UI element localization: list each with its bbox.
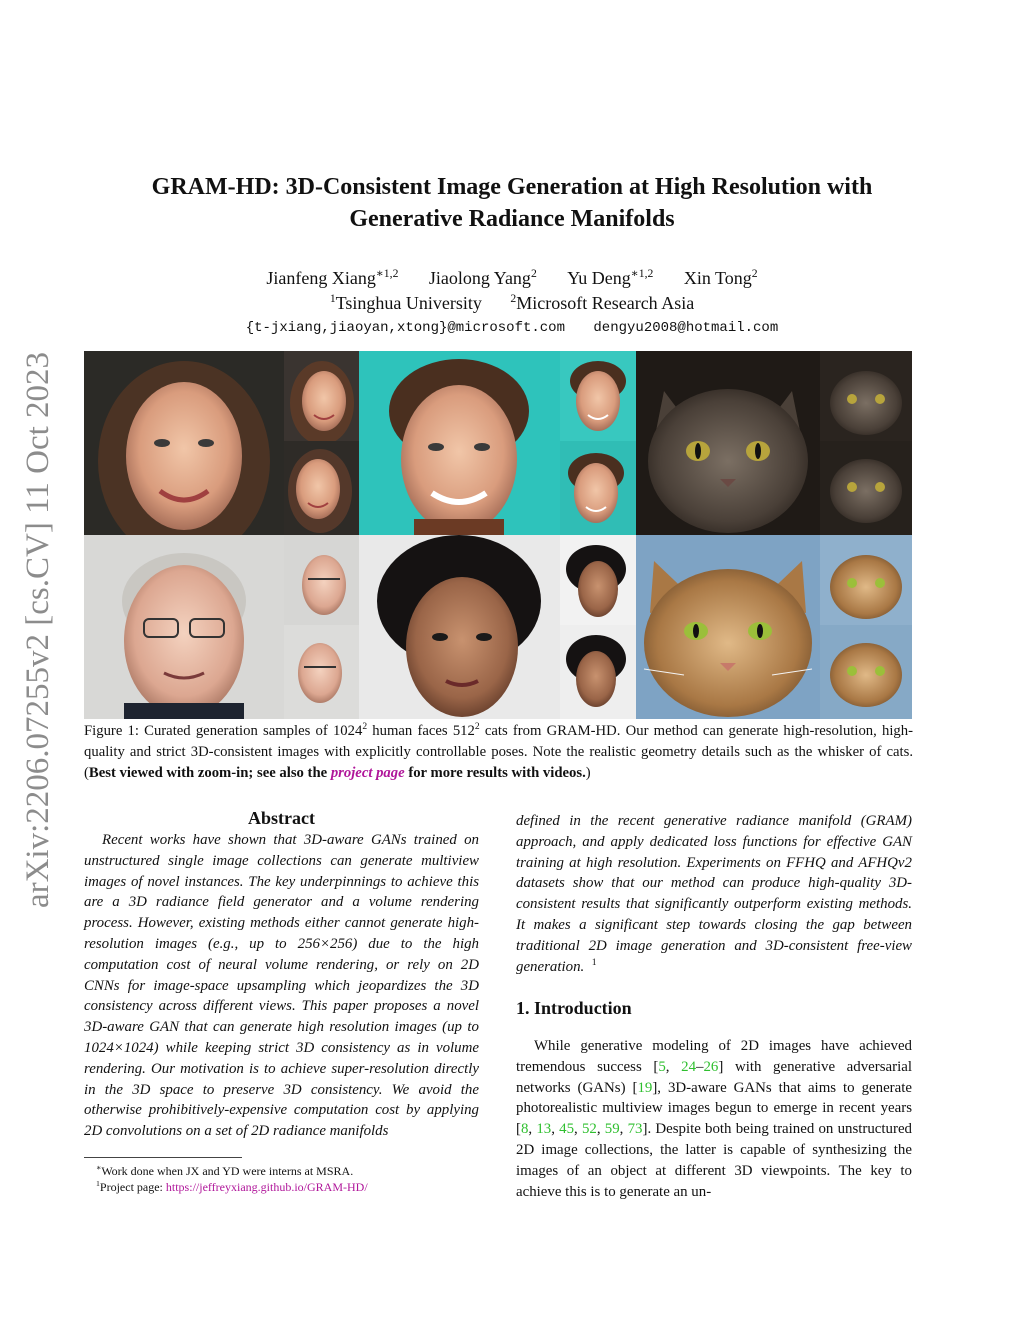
citation[interactable]: 24 bbox=[681, 1058, 697, 1075]
figure-1-caption: Figure 1: Curated generation samples of 1024$^2$ human faces $512^2$ cats from GRAM-HD. Our method can generate high-resolution, high-quality and strict 3D-consistent images with explicitly controllable poses. Note the realistic geometry details such as the whisker of cats. (Best viewed with zoom-in; see also the project page for more results with videos.) bbox=[84, 721, 914, 781]
citation[interactable]: 45 bbox=[559, 1121, 575, 1138]
author: Yu Deng$^{∗1,2}$ bbox=[567, 267, 654, 288]
author: Xin Tong$^2$ bbox=[683, 267, 758, 288]
email[interactable]: {t-jxiang,jiaoyan,xtong}@microsoft.com bbox=[245, 320, 565, 336]
author: Jianfeng Xiang$^{∗1,2}$ bbox=[266, 267, 399, 288]
paper-title bbox=[120, 171, 904, 235]
author: Jiaolong Yang$^2$ bbox=[428, 267, 537, 288]
citation[interactable]: 73 bbox=[627, 1121, 643, 1138]
figure-1-image-grid bbox=[84, 351, 912, 719]
sample-cat-grey-view-1 bbox=[820, 351, 912, 441]
abstract-text: Recent works have shown that 3D-aware GANs trained on unstructured single image collections can generate multiview images of novel instances. The key underpinnings to achieve this are a 3D radiance field generator and a volume rendering process. However, existing methods either cannot generate high-resolution images (e.g., up to 256×256) due to the high computation cost of neural volume rendering, or rely on 2D CNNs for image-space upsampling which jeopardizes the 3D consistency across different views. This paper proposes a novel 3D-aware GAN that can generate high resolution images (up to 1024×1024) while keeping strict 3D consistency as in volume rendering. Our motivation is to achieve super-resolution directly in the 3D space to preserve 3D consistency. We avoid the otherwise prohibitively-expensive computation cost by applying 2D convolutions on a set of 2D radiance manifolds bbox=[84, 832, 479, 1140]
abstract-text-continued: defined in the recent generative radiance manifold (GRAM) approach, and apply dedicated loss functions for effective GAN training at high resolution. Experiments on FFHQ and AFHQv2 datasets show that our method can produce high-quality 3D-consistent results that significantly outperform existing methods. It makes a significant step towards closing the gap between traditional 2D image generation and 3D-consistent free-view generation. $^1$ bbox=[516, 813, 912, 975]
project-page-link[interactable]: project page bbox=[330, 765, 405, 781]
sample-man-older-view-2 bbox=[284, 625, 359, 719]
sample-man-young-large bbox=[359, 351, 560, 535]
email[interactable]: dengyu2008@hotmail.com bbox=[593, 320, 779, 336]
sample-woman-dark-hair-large bbox=[359, 535, 560, 719]
citation[interactable]: 5 bbox=[658, 1058, 666, 1075]
footnote-rule bbox=[84, 1157, 242, 1158]
citation[interactable]: 19 bbox=[637, 1079, 653, 1096]
affiliations bbox=[120, 293, 904, 314]
citation[interactable]: 59 bbox=[604, 1121, 620, 1138]
sample-woman-dark-hair-view-2 bbox=[560, 625, 636, 719]
sample-man-young-view-1 bbox=[560, 351, 636, 441]
sample-cat-grey-large bbox=[636, 351, 820, 535]
citation[interactable]: 26 bbox=[703, 1058, 719, 1075]
affiliation: $^1$Tsinghua University bbox=[329, 292, 482, 313]
abstract-heading: Abstract bbox=[248, 808, 315, 828]
footnote-1: ∗Work done when JX and YD were interns at MSRA. bbox=[96, 1163, 354, 1178]
sample-cat-tabby-view-2 bbox=[820, 625, 912, 719]
arxiv-identifier: arXiv:2206.07255v2 [cs.CV] 11 Oct 2023 bbox=[20, 351, 56, 909]
project-url-link[interactable]: https://jeffreyxiang.github.io/GRAM-HD/ bbox=[165, 1180, 368, 1194]
sample-man-older-view-1 bbox=[284, 535, 359, 625]
citation[interactable]: 52 bbox=[581, 1121, 597, 1138]
sample-woman-view-1 bbox=[284, 351, 359, 445]
sample-cat-grey-view-2 bbox=[820, 441, 912, 535]
sample-woman-dark-hair-view-1 bbox=[560, 535, 636, 625]
sample-man-older-large bbox=[84, 535, 284, 719]
title-line-1: GRAM-HD: 3D-Consistent Image Generation at High Resolution with bbox=[151, 174, 873, 200]
introduction-paragraph: While generative modeling of 2D images have achieved tremendous success [5, 24–26] with generative adversarial networks (GANs) [19], 3D-aware GANs that aims to generate photorealistic multiview images begun to emerge in recent years [8, 13, 45, 52, 59, 73]. Despite both being trained on unstructured 2D image collections, the latter is capable of synthesizing the images of an object at different 3D viewpoints. The key to achieve this is to generate an un- bbox=[516, 1038, 913, 1200]
sample-cat-tabby-view-1 bbox=[820, 535, 912, 625]
sample-woman-large bbox=[84, 351, 284, 561]
author-emails bbox=[120, 320, 904, 336]
citation[interactable]: 13 bbox=[536, 1121, 552, 1138]
footnote-2: $^1$Project page: https://jeffreyxiang.github.io/GRAM-HD/ bbox=[96, 1179, 368, 1194]
author-list bbox=[120, 268, 904, 289]
title-line-2: Generative Radiance Manifolds bbox=[349, 206, 675, 232]
introduction-heading: 1. Introduction bbox=[516, 998, 632, 1018]
sample-woman-view-2 bbox=[284, 441, 359, 535]
sample-man-young-view-2 bbox=[560, 441, 636, 535]
sample-cat-tabby-large bbox=[636, 535, 820, 719]
affiliation: $^2$Microsoft Research Asia bbox=[510, 292, 695, 313]
citation[interactable]: 8 bbox=[520, 1121, 529, 1138]
